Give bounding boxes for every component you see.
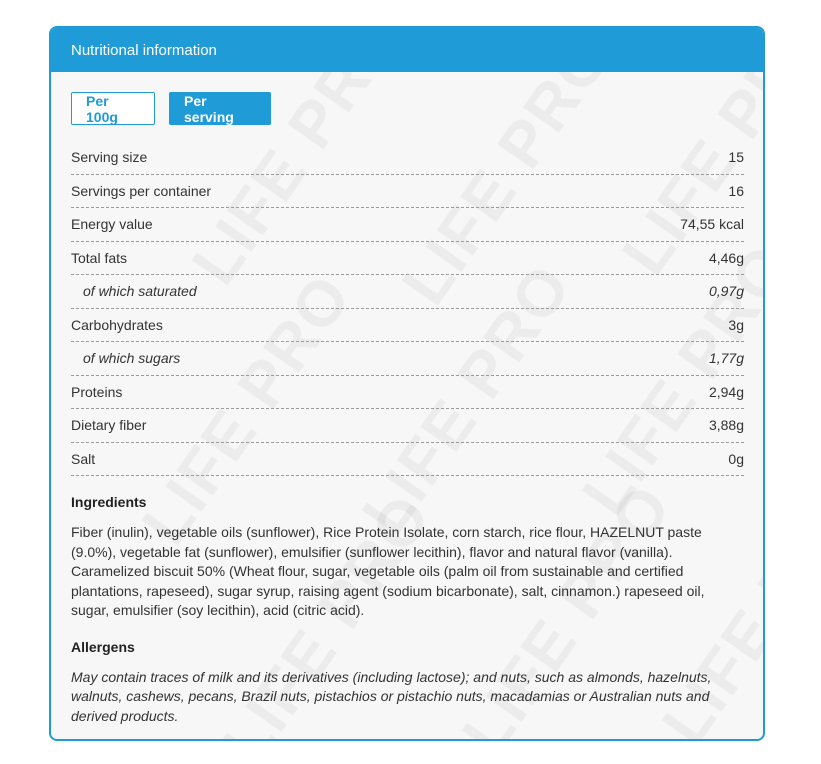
nutrient-label: of which saturated (83, 283, 197, 300)
table-row (71, 376, 744, 410)
table-row (71, 275, 744, 309)
serving-tabs (71, 72, 744, 125)
nutrient-value: 74,55 kcal (680, 216, 744, 233)
table-row (71, 309, 744, 343)
ingredients-text: Fiber (inulin), vegetable oils (sunflower), Rice Protein Isolate, corn starch, rice flour, HAZELNUT paste (9.0%), vegetable fat (sunflower), emulsifier (sunflower lecithin), flavor and natural flavor (vanilla). Caramelized biscuit 50% (Wheat flour, sugar, vegetable oils (palm oil from sustainable and certified plantations, rapeseed), sugar syrup, raising agent (sodium bicarbonate), salt, cinnamon.) rapeseed oil, sugar, emulsifier (soy lecithin), acid (citric acid). (71, 524, 705, 618)
nutrient-label: Serving size (71, 149, 148, 166)
nutrient-value: 0,97g (708, 283, 744, 300)
nutrient-label: Servings per container (71, 182, 212, 199)
nutrient-value: 3,88g (708, 417, 744, 434)
table-row (71, 409, 744, 443)
nutrient-value: 0g (728, 450, 744, 467)
allergens-text: May contain traces of milk and its derivatives (including lactose); and nuts, such as almonds, hazelnuts, walnuts, cashews, pecans, Brazil nuts, pistachios or pistachio nuts, macadamias or Australian nuts and derived products. (71, 668, 712, 724)
nutrient-value: 15 (728, 149, 744, 166)
tab-per-100g[interactable]: Per 100g (71, 92, 155, 125)
nutrient-label: Carbohydrates (71, 316, 163, 333)
nutrient-value: 1,77g (708, 350, 744, 367)
nutrition-table (71, 141, 744, 476)
panel-header (51, 28, 763, 72)
nutrition-panel (49, 26, 765, 741)
table-row (71, 141, 744, 175)
nutrient-label: Proteins (71, 383, 123, 400)
table-row (71, 443, 744, 477)
nutrient-label: Salt (71, 450, 96, 467)
table-row (71, 175, 744, 209)
nutrient-label: Energy value (71, 216, 153, 233)
table-row (71, 208, 744, 242)
table-row (71, 242, 744, 276)
nutrient-label: of which sugars (83, 350, 181, 367)
ingredients-title: Ingredients (71, 494, 147, 510)
nutrient-value: 3g (728, 316, 744, 333)
panel-content (51, 72, 763, 726)
nutrient-value: 2,94g (708, 383, 744, 400)
panel-title: Nutritional information (71, 41, 217, 59)
table-row (71, 342, 744, 376)
nutrient-value: 16 (728, 182, 744, 199)
nutrient-value: 4,46g (708, 249, 744, 266)
nutrient-label: Total fats (71, 249, 128, 266)
allergens-title: Allergens (71, 638, 135, 655)
nutrient-label: Dietary fiber (71, 417, 147, 434)
tab-per-serving[interactable]: Per serving (169, 92, 271, 125)
